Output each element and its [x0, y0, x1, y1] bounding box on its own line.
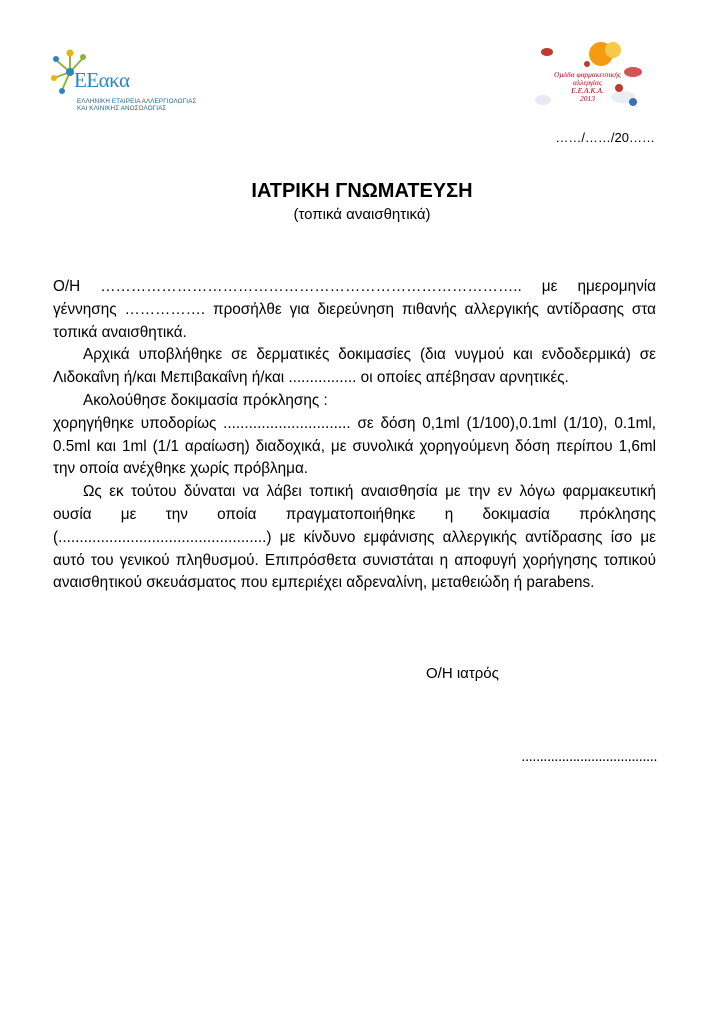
group-logo-line4: 2013 — [580, 94, 595, 103]
patient-paragraph: Ο/Η ……………………………………………………………………….. με ημερομηνία γέννησης ……………. προσήλθε για διερεύνηση πιθανής αλλεργικής αντίδρασης στα τοπικά αναισθητικά. — [53, 278, 656, 341]
drug-allergy-group-logo — [533, 42, 642, 112]
date-field: ……/……/20…… — [555, 130, 655, 145]
society-logo-line1: ΕΛΛΗΝΙΚΗ ΕΤΑΙΡΕΙΑ ΑΛΛΕΡΓΙΟΛΟΓΙΑΣ — [77, 98, 197, 105]
society-logo — [50, 46, 197, 116]
physician-label: Ο/Η ιατρός — [426, 665, 499, 682]
conclusion-paragraph: Ως εκ τούτου δύναται να λάβει τοπική αναισθησία με την εν λόγω φαρμακευτική ουσία με την οποία πραγματοποιήθηκε η δοκιμασία πρόκλησης (.................................................) με κίνδυνο εμφάνισης αλλεργικής αντίδρασης ίσο με αυτό του γενικού πληθυσμού. Επιπρόσθετα συνιστάται η αποφυγή χορήγησης τοπικού αναισθητικού σκευάσματος που εμπεριέχει αδρεναλίνη, μεταθειώδη ή parabens. — [53, 483, 656, 592]
document-subtitle: (τοπικά αναισθητικά) — [293, 206, 431, 223]
society-logo-line2: ΚΑΙ ΚΛΙΝΙΚΗΣ ΑΝΟΣΟΛΟΓΙΑΣ — [77, 105, 167, 112]
document-body — [53, 276, 656, 595]
society-logo-wordmark: ΕΕακα — [74, 68, 130, 92]
challenge-details-paragraph: χορηγήθηκε υποδορίως .............................. σε δόση 0,1ml (1/100),0.1ml (1/10), 0.1ml, 0.5ml και 1ml (1/1 αραίωση) διαδοχικά, με συνολικά χορηγούμενη δόση περίπου 1,6ml την οποία ανέχθηκε χωρίς πρόβλημα. — [53, 414, 656, 478]
group-logo-line3: Ε.Ε.Α.Κ.Α. — [571, 86, 604, 95]
document-title: ΙΑΤΡΙΚΗ ΓΝΩΜΑΤΕΥΣΗ — [251, 180, 473, 202]
signature-line: ..................................... — [521, 748, 657, 765]
challenge-heading: Ακολούθησε δοκιμασία πρόκλησης : — [83, 391, 328, 409]
group-logo-line1: Ομάδα φαρμακευτικής — [554, 70, 621, 79]
skin-tests-paragraph: Αρχικά υποβλήθηκε σε δερματικές δοκιμασίες (δια νυγμού και ενδοδερμικά) σε Λιδοκαΐνη ή/και Μεπιβακαΐνη ή/και ................ οι οποίες απέβησαν αρνητικές. — [53, 346, 656, 387]
group-logo-line2: αλλεργίας — [572, 78, 602, 87]
